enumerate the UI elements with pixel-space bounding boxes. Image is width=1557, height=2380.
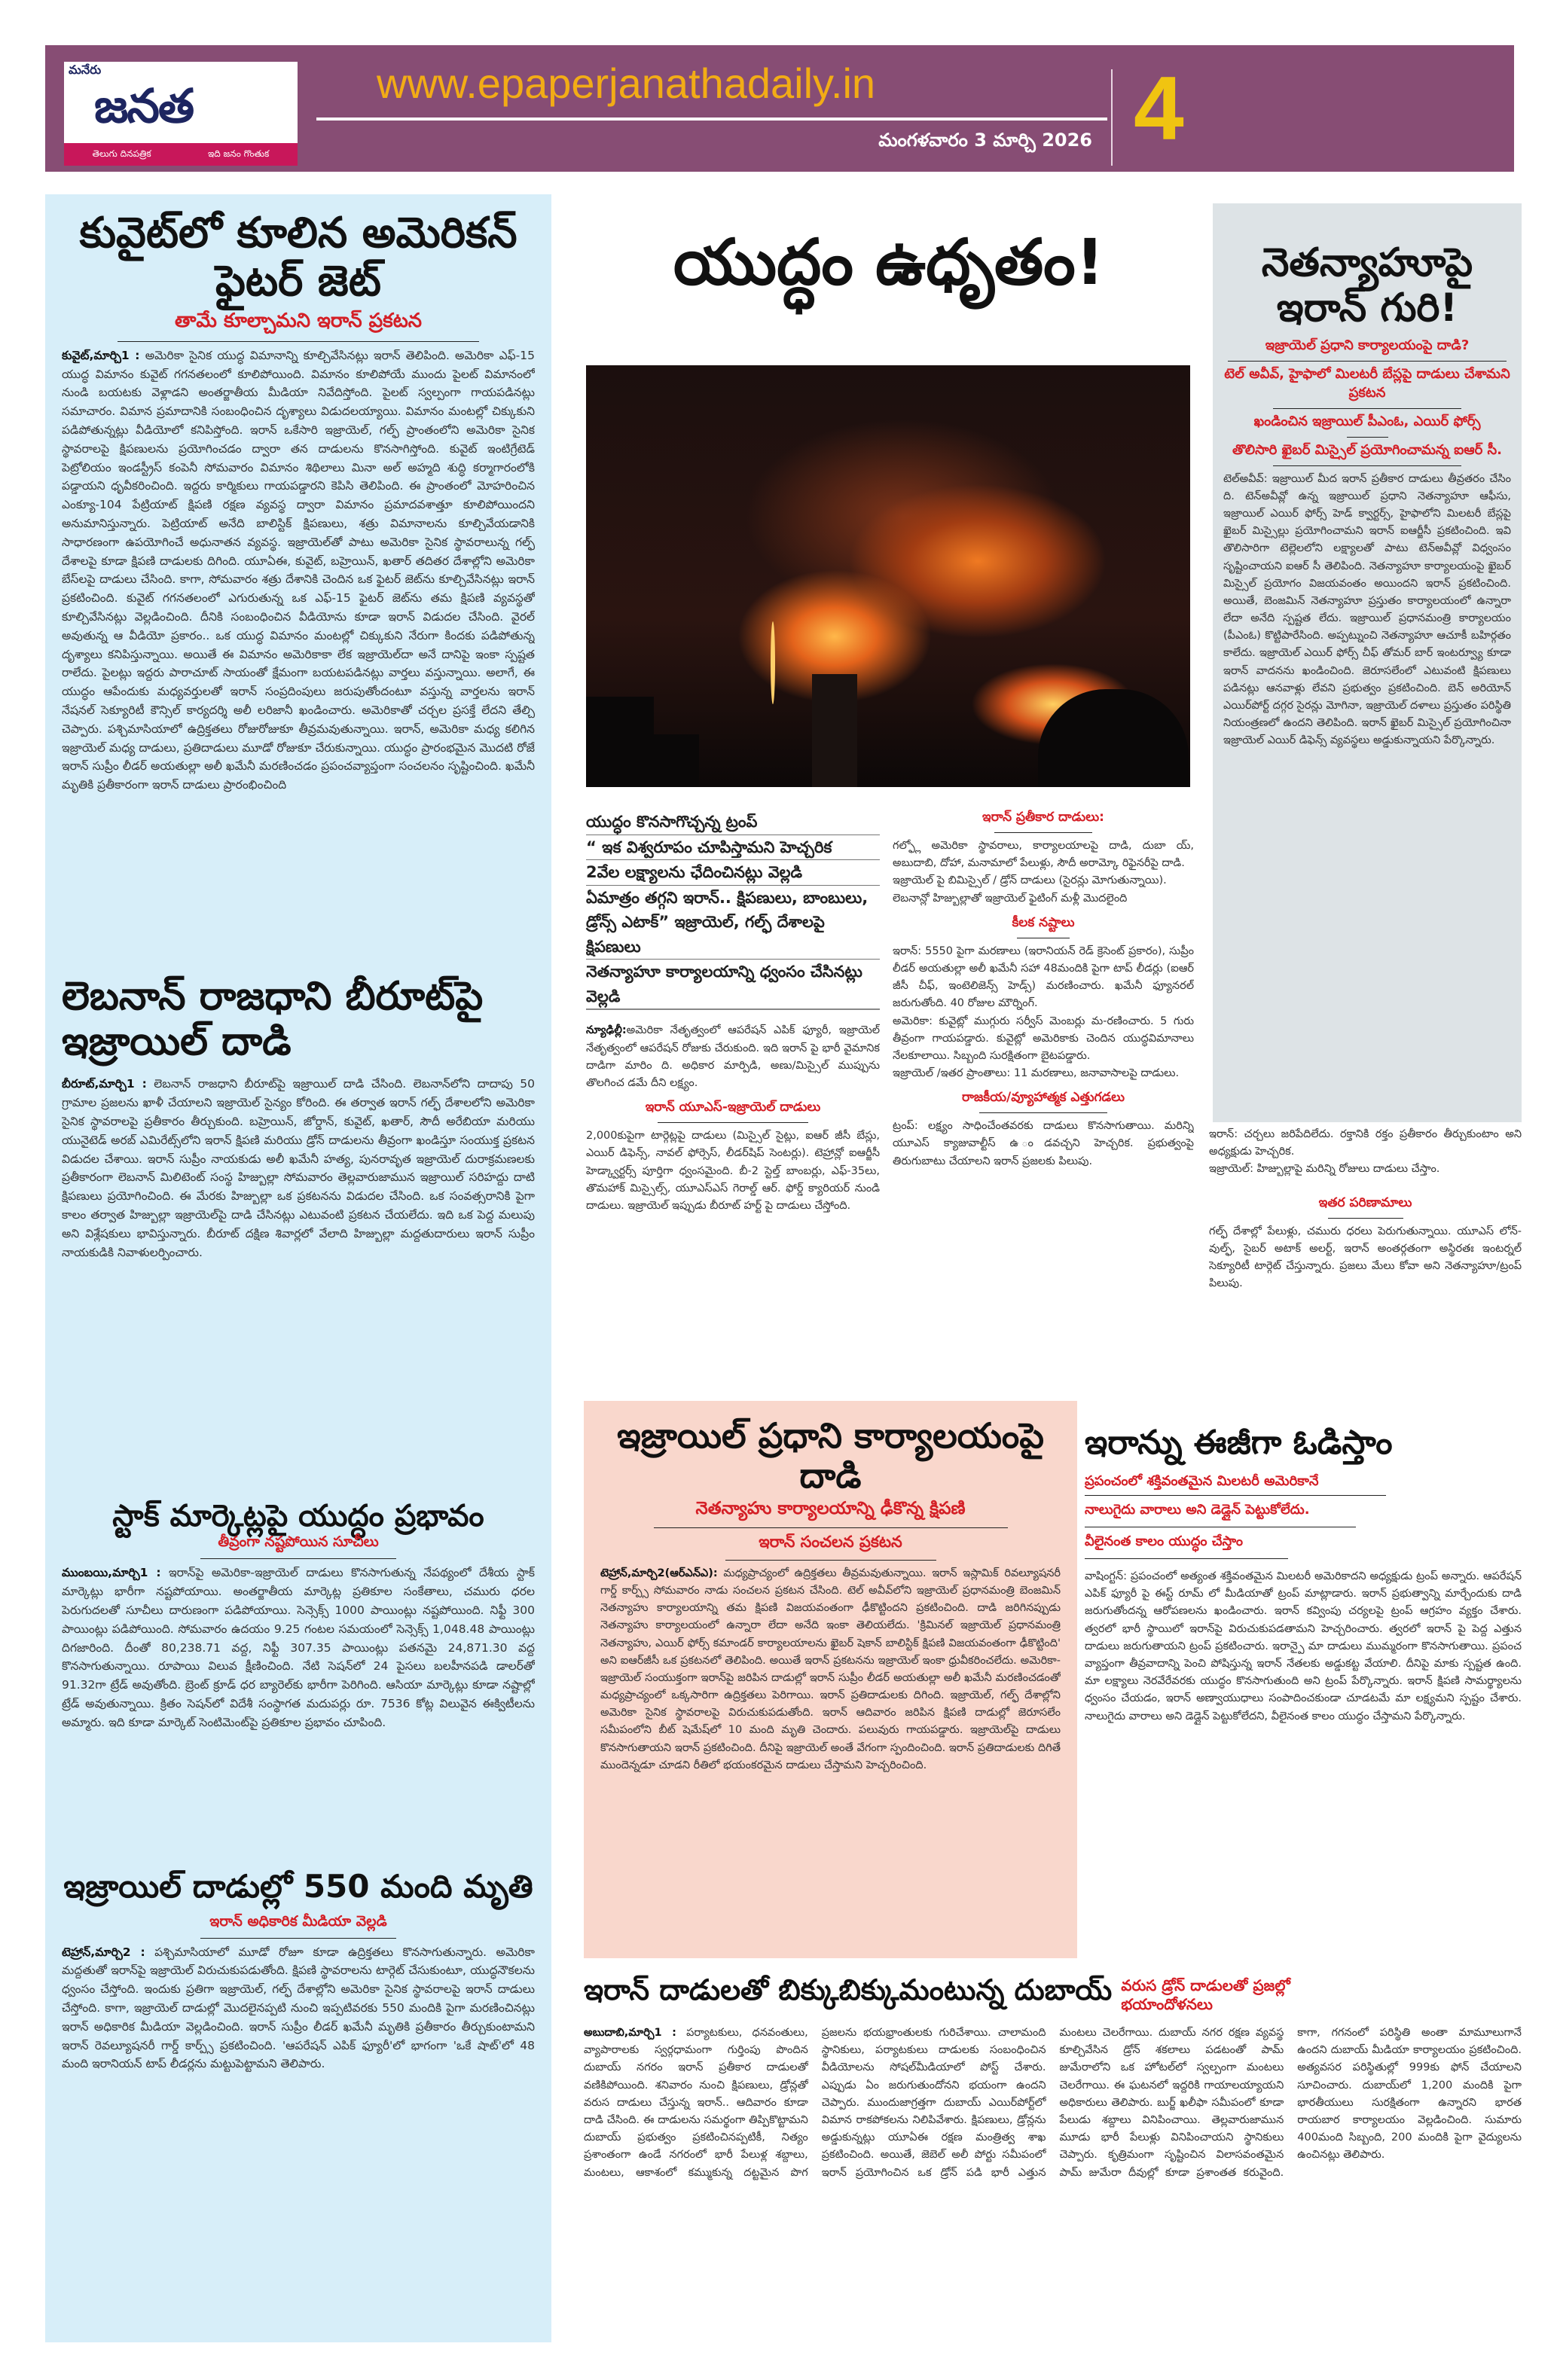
section-title: ఇతర పరిణామాలు — [1318, 1195, 1412, 1210]
subheadline: ప్రపంచంలో శక్తివంతమైన మిలటరీ అమెరికానే — [1085, 1470, 1386, 1496]
section-body: గల్ఫ్ దేశాల్లో పేలుళ్లు, చమురు ధరలు పెరుగుతున్నాయి. యూఎస్ లోన్-వుల్ఫ్, సైబర్ అటాక్ అలర్ట్, ఇరాన్ అంతర్గతంగా అస్థిరతః ఇంటర్నల్ సెక్యూరిటీ టార్గెట్ చేస్తున్నారు. ప్రజలు మేలు కోవా అని నెతన్యాహూ/ట్రంప్ పిలుపు. — [1209, 1225, 1522, 1290]
right-column-netanyahu — [1213, 203, 1522, 1122]
newspaper-logo[interactable] — [64, 62, 298, 166]
left-column — [45, 194, 551, 2342]
logo-prefix: మనేరు — [69, 63, 102, 77]
dateline: కువైట్,మార్చి1 : — [62, 348, 140, 362]
subheadline: ఖండించిన ఇజ్రాయిల్ పీఎంఓ, ఎయిర్ ఫోర్స్ — [1253, 413, 1481, 429]
subheadline: వీలైనంత కాలం యుద్ధం చేస్తాం — [1085, 1527, 1288, 1559]
body-text: పర్యాటకులు, ధనవంతులు, వ్యాపారాలకు స్వర్గధామంగా గుర్తింపు పొందిన దుబాయ్ నగరం ఇరాన్ ప్రతీకార దాడులతో వణికిపోయింది. శనివారం నుంచి క్షిపణులు, డ్రోన్లతో వరుస దాడులు చేస్తున్న ఇరాన్.. ఆదివారం కూడా దాడి చేసింది. ఈ దాడులను సమర్థంగా తిప్పికొట్టామని దుబాయ్ ప్రభుత్వం ప్రకటించినప్పటికీ, నిత్యం ప్రశాంతంగా ఉండే నగరంలో భారీ పేలుళ్ల శబ్దాలు, మంటలు, ఆకాశంలో కమ్ముకున్న దట్టమైన పొగ ప్రజలను భయభ్రాంతులకు గురిచేశాయి. చాలామంది స్థానికులు, పర్యాటకులు దాడులకు సంబంధించిన వీడియోలను సోషల్‌మీడియాలో పోస్ట్ చేశారు. ఎప్పుడు ఏం జరుగుతుందోనని భయంగా ఉందని చెప్పారు. ముందుజాగ్రత్తగా దుబాయ్ ఎయిర్‌పోర్ట్‌లో విమాన రాకపోకలను నిలిపివేశారు. క్షిపణులు, డ్రోన్లను అడ్డుకున్నట్లు యూఏఈ రక్షణ మంత్రిత్వ శాఖ ప్రకటించింది. అయితే, జెబెల్ అలీ పోర్టు సమీపంలో ఇరాన్ ప్రయోగించిన ఒక డ్రోన్ పడి భారీ ఎత్తున మంటలు చెలరేగాయి. దుబాయ్ నగర రక్షణ వ్యవస్థ కూల్చివేసిన డ్రోన్ శకలాలు పడటంతో పామ్ జుమేరాలోని ఒక హోటల్‌లో స్వల్పంగా మంటలు చెలరేగాయి. ఈ ఘటనలో ఇద్దరికి గాయాలయ్యాయని అధికారులు తెలిపారు. బుర్జ్ ఖలీఫా సమీపంలో కూడా పేలుడు శబ్దాలు వినిపించాయి. తెల్లవారుజామున మూడు భారీ పేలుళ్లు వినిపించాయని స్థానికులు చెప్పారు. కృత్రిమంగా సృష్టించిన విలాసవంతమైన పామ్ జుమేరా దీవుల్లో కూడా ప్రశాంతత కరువైంది. కాగా, గగనంలో పరిస్థితి అంతా మామూలుగానే ఉందని దుబాయ్ మీడియా కార్యాలయం ప్రకటించింది. అత్యవసర పరిస్థితుల్లో 999కు ఫోన్ చేయాలని సూచించారు. దుబాయ్‌లో 1,200 మందికి పైగా భారతీయులు సురక్షితంగా ఉన్నారని భారత రాయబార కార్యాలయం వెల్లడించింది. సుమారు 400మంది సిబ్బంది, 200 మందికి పైగా వైద్యులను ఉంచినట్లు తెలిపారు. — [584, 2027, 1522, 2179]
masthead — [45, 45, 1514, 172]
paragraph: ఇజ్రాయెల్ /ఇతర ప్రాంతాలు: 11 మరణాలు, జనావాసాలపై దాడులు. — [893, 1067, 1180, 1080]
logo-tagline-left: తెలుగు దినపత్రిక — [92, 148, 151, 159]
issue-date: మంగళవారం 3 మార్చి 2026 — [878, 130, 1092, 151]
website-url[interactable]: www.epaperjanathadaily.in — [377, 60, 876, 107]
masthead-divider — [316, 117, 1107, 121]
headline: కువైట్‌లో కూలిన అమెరికన్ ఫైటర్ జెట్ — [79, 209, 517, 307]
section-body — [893, 838, 1194, 908]
headline: ఇరాన్ దాడులతో బిక్కుబిక్కుమంటున్న దుబాయ్ — [584, 1973, 1113, 2006]
body-text: పశ్చిమాసియాలో మూడో రోజూ కూడా ఉద్రిక్తతలు కొనసాగుతున్నారు. అమెరికా మద్దతుతో ఇరాన్‌పై ఇజ్రాయెల్ విరుచుకుపడుతోంది. క్షిపణి స్థావరాలను టార్గెట్ చేసుకుంటూ, యుద్ధనౌకలను ధ్వంసం చేస్తోంది. ఇందుకు ప్రతిగా ఇజ్రాయెల్, గల్ఫ్ దేశాల్లోని అమెరికా సైనిక స్థావరాలపై ఇరాన్ దాడులు చేస్తోంది. కాగా, ఇజ్రాయెల్ దాడుల్లో మొదలైనప్పటి నుంచి ఇప్పటివరకు 550 మందికి పైగా మరణించినట్లు ఇరాన్ అధికారిక మీడియా వెల్లడించింది. ఇరాన్ సుప్రీం లీడర్ ఖమేనీ మృతికి ప్రతీకారం తీర్చుకుంటామని ఇరాన్ రెవల్యూషనరీ గార్డ్ కార్ప్స్ ప్రకటించింది. 'ఆపరేషన్ ఎపిక్ ఫ్యూరీ'లో భాగంగా 'ఒకే షాట్‌'లో 48 మంది ఇరానియన్ టాప్ లీడర్లను మట్టుపెట్టామని తెలిపారు. — [62, 1945, 535, 2071]
section-body: ఇరాన్: చర్చలు జరిపేదిలేదు. రక్తానికి రక్తం ప్రతీకారం తీర్చుకుంటాం అని అధ్యక్షుడు హెచ్చరిక. — [1209, 1128, 1522, 1158]
subheadline: నాలుగైదు వారాలు అని డెడ్లైన్ పెట్టుకోలేదు. — [1085, 1496, 1356, 1527]
paragraph: లెబనాన్లో హిజ్బుల్లాతో ఇజ్రాయెల్ ఫైటింగ్ మళ్లీ మొదలైంది — [893, 892, 1128, 905]
body-text: ఇరాన్‌పై అమెరికా-ఇజ్రాయెల్ దాడులు కొనసాగుతున్న నేపథ్యంలో దేశీయ స్టాక్ మార్కెట్లు భారీగా నష్టపోయాయి. అంతర్జాతీయ మార్కెట్ల ప్రతికూల సంకేతాలు, చమురు ధరల పెరుగుదలతో సూచీలు దారుణంగా పడిపోయాయి. సెన్సెక్స్ 1000 పాయింట్లు నష్టపోయింది. నిఫ్టీ 300 పాయింట్లు పడిపోయింది. సోమవారం ఉదయం 9.25 గంటల సమయంలో సెన్సెక్స్ 1,048.48 పాయింట్లు దిగజారింది. దీంతో 80,238.71 వద్ద, నిఫ్టీ 307.35 పాయింట్లు పతనమై 24,871.30 వద్ద కొనసాగుతున్నాయి. రూపాయి విలువ క్షీణించింది. నేటి సెషన్‌లో 24 పైసలు బలహీనపడి డాలర్‌తో 91.32గా ట్రేడ్ అవుతోంది. బ్రెంట్ క్రూడ్ ధర బ్యారెల్‌కు భారీగా పెరిగింది. ఆసియా మార్కెట్లు కూడా నష్టాల్లో ట్రేడ్ అవుతున్నాయి. క్రితం సెషన్‌లో విదేశీ సంస్థాగత మదుపర్లు రూ. 7536 కోట్ల విలువైన ఈక్విటీలను అమ్మారు. ఇది కూడా మార్కెట్ సెంటిమెంట్‌పై ప్రతికూల ప్రభావం చూపింది. — [62, 1566, 535, 1729]
article-body — [62, 1943, 535, 2199]
headline: స్టాక్ మార్కెట్లపై యుద్ధం ప్రభావం — [112, 1499, 484, 1534]
section-title: కీలక నష్టాలు — [1012, 914, 1075, 930]
logo-tagline-right: ఇది జనం గొంతుక — [207, 148, 270, 159]
war-fire-photo[interactable] — [586, 365, 1190, 787]
subheadline: నెతన్యాహు కార్యాలయాన్ని ఢీకొన్న క్షిపణి — [695, 1498, 966, 1518]
article-body — [600, 1565, 1061, 1919]
paragraph: ఇరాన్: 5550 పైగా మరణాలు (ఇరానియన్ రెడ్ క్రెసెంట్ ప్రకారం), సుప్రీం లీడర్ అయతుల్లా అలీ ఖమేనీ సహా 48మందికి పైగా టాప్ లీడర్లు (ఐఆర్ జీసీ చీఫ్, ఇంటెలిజెన్స్ హెడ్స్) మరణించారు. ఖమేనీ ఫ్యూనరల్ జరుగుతోంది. 40 రోజుల మౌర్నింగ్. — [893, 944, 1194, 1010]
dateline: న్యూఢిల్లీ: — [586, 1024, 627, 1037]
body-text: లెబనాన్ రాజధాని బీరూట్‌పై ఇజ్రాయిల్ దాడి చేసింది. లెబనాన్‌లోని దాదాపు 50 గ్రామాల ప్రజలను ఖాళీ చేయాలని ఇజ్రాయెల్ సైన్యం కోరింది. ఈ తర్వాత ఇరాన్ గల్ఫ్ దేశాలలోని అమెరికా సైనిక స్థావరాలపై ప్రతీకారం తీర్చుకుంది. బహ్రెయిన్, జోర్డాన్, కువైట్, ఖతార్, సౌదీ అరేబియా మరియు యునైటెడ్ అరబ్ ఎమిరేట్స్‌లోని ఇరాన్ క్షిపణి మరియు డ్రోన్ దాడులను తీవ్రంగా ఖండిస్తూ సంయుక్త ప్రకటన విడుదల చేశాయి. ఇరాన్ సుప్రీం నాయకుడు అలీ ఖమేనీ హత్య, పునరావృత ఇజ్రాయెల్ దురాక్రమణలకు ప్రతీకారంగా లెబనాన్ మిలిటెంట్ సంస్థ హిజ్బుల్లా సోమవారం తెల్లవారుజామున ఇజ్రాయిల్ సరిహద్దు దాటి క్షిపణులు ప్రయోగించింది. ఈ మేరకు హిజ్బుల్లా ఒక ప్రకటనను విడుదల చేసింది. ఒక సంవత్సరానికి పైగా కాలం తర్వాత హిజ్బుల్లా ఇజ్రాయెల్‌పై దాడి చేసినట్లు ఎటువంటి ప్రకటన చేయలేదు. ఇది ఒక పెద్ద మలుపు అని విశ్లేషకులు భావిస్తున్నారు. బీరూట్ దక్షిణ శివార్లలో వేలాది హిజ్బుల్లా మద్దతుదారులు ఇరాన్ సుప్రీం నాయకుడికి నివాళులర్పించారు. — [62, 1077, 535, 1259]
highlight-item: యుద్ధం కొనసాగొచ్చన్న ట్రంప్ — [586, 813, 758, 831]
paragraph: గల్ఫ్లో అమెరికా స్థావరాలు, కార్యాలయాలపై దాడి, దుబా య్, అబుదాబి, దోహా, మనామాలో పేలుళ్లు, సౌదీ అరామ్కో రిఫైనరీపై దాడి. — [893, 840, 1194, 870]
page-number: 4 — [1134, 58, 1184, 159]
side-subheadline: వరుస డ్రోన్ దాడులతో ప్రజల్లో భయాందోళనలు — [1121, 1976, 1290, 2013]
subheadline: ఇరాన్ సంచలన ప్రకటన — [759, 1532, 902, 1551]
body-text: అమెరికా నేతృత్వంలో ఆపరేషన్ ఎపిక్ ఫ్యూరీ, ఇజ్రాయెల్ నేతృత్వంలో ఆపరేషన్ రోజుకు చేరుకుంది. ఇది ఇరాన్ పై భారీ వైమానిక దాడిగా మారిం ది. అధికార మార్పిడి, అణు/మిస్సైల్ ముప్పును తొలగించ డమే దీని లక్ష్యం. — [586, 1024, 880, 1089]
section-body — [893, 943, 1194, 1083]
headline: ఇరాన్ను ఈజీగా ఓడిస్తాం — [1085, 1423, 1393, 1462]
paragraph: ఇజ్రాయెల్ పై బిమిస్సైల్ / డ్రోన్ దాడులు (సైరన్లు మోగుతున్నాయి). — [893, 874, 1167, 887]
logo-name: జనత — [94, 78, 194, 133]
center-continuation — [1209, 1126, 1522, 1292]
logo-tagline-band — [64, 143, 298, 166]
section-title: ఇరాన్ యూఎస్-ఇజ్రాయెల్ దాడులు — [645, 1100, 821, 1115]
highlight-item: 2వేల లక్ష్యాలను ఛేదించినట్లు వెల్లడి — [586, 859, 880, 885]
dateline: ముంబయి,మార్చి1 : — [62, 1566, 161, 1580]
article-body — [62, 1075, 535, 1493]
dateline: టెహ్రాన్,మార్చి2(ఆర్ఎన్ఎ): — [600, 1567, 718, 1579]
headline: నెతన్యాహూపై ఇరాన్ గురి! — [1261, 240, 1473, 331]
article-body — [62, 1564, 535, 1861]
subheadline: ఇరాన్ అధికారిక మీడియా వెల్లడి — [209, 1912, 387, 1930]
subheadline: టెల్ అవీవ్, హైఫాలో మిలటరీ బేస్లపై దాడులు చేశామని ప్రకటన — [1224, 365, 1510, 401]
subheadline: ఇజ్రాయెల్ ప్రధాని కార్యాలయంపై దాడి? — [1265, 337, 1470, 353]
article-beirut-attack — [45, 964, 551, 1494]
headline: ఇజ్రాయిల్ దాడుల్లో 550 మంది మృతి — [63, 1868, 533, 1906]
dateline: టెహ్రాన్,మార్చి2 : — [62, 1945, 145, 1959]
body-text: అమెరికా సైనిక యుద్ధ విమానాన్ని కూల్చివేసినట్లు ఇరాన్ తెలిపింది. అమెరికా ఎఫ్-15 యుద్ధ విమానం కువైట్ గగనతలంలో కూలిపోయింది. విమానం కూలిపోయే ముందు పైలట్ విమానంలో నుండి బయటకు వెళ్లాడని అంతర్జాతీయ మీడియా నివేదిస్తోంది. పైలట్ స్వల్పంగా గాయపడినట్లు సమాచారం. విమాన ప్రమాదానికి సంబంధించిన దృశ్యాలు విడుదలయ్యాయి. విమానం మంటల్లో చిక్కుకుని పడిపోతున్నట్లు వీడియోలో కనిపిస్తోంది. ఇరాన్ ఒకేసారి ఇజ్రాయెల్, గల్ఫ్ ప్రాంతంలోని అమెరికా సైనిక స్థావరాలపై క్షిపణులను ప్రయోగించడం ద్వారా తన దాడులను కొనసాగిస్తోంది. కువైట్ ఇంటిగ్రేటెడ్ పెట్రోలియం ఇండస్ట్రీస్ కంపెనీ సోమవారం విమానం శిథిలాలు మినా అల్ అహ్మది శుద్ధి కర్మాగారంలోకి పడ్డాయని ధృవీకరించింది. ఇద్దరు కార్మికులు గాయపడ్డారని కెపిసి తెలిపింది. ఈ ప్రాంతంలో మోహరించిన ఎంక్యూ-104 పేట్రియాట్ క్షిపణి రక్షణ వ్యవస్థ ద్వారా విమానం ప్రమాదవశాత్తూ కూలిపోయిందని అనుమానిస్తున్నారు. పెట్రియాట్ అనేది బాలిస్టిక్ క్షిపణులు, శత్రు విమానాలను కూల్చివేయడానికి సాధారణంగా ఉపయోగించే అధునాతన వ్యవస్థ. ఇజ్రాయెల్‌తో పాటు అమెరికా సైనిక స్థావరాలున్న గల్ఫ్ దేశాలపై కూడా క్షిపణి దాడులకు దిగింది. యూఏఈ, కువైట్, బహ్రెయిన్, ఖతార్ తదితర దేశాల్లోని అమెరికా బేస్‌లపై దాడులు చేసింది. కాగా, సోమవారం శత్రు దేశానికి చెందిన ఒక ఫైటర్ జెట్‌ను కూల్చివేసినట్లు ఇరాన్ ప్రకటించింది. కువైట్ గగనతలంలో ఎగురుతున్న ఒక ఎఫ్-15 ఫైటర్ జెట్‌ను తమ క్షిపణి వ్యవస్థతో కూల్చివేసినట్లు వెల్లడించింది. దీనికి సంబంధించిన వీడియోను కూడా ఇరాన్ విడుదల చేసింది. వైరల్ అవుతున్న ఆ వీడియో ప్రకారం.. ఒక యుద్ధ విమానం మంటల్లో చిక్కుకుని నేరుగా కిందకు పడిపోతున్న దృశ్యాలు కనిపిస్తున్నాయి. అయితే ఈ విమానం అమెరికాకా లేక ఇజ్రాయెల్‌దా అనే దానిపై ఇంకా స్పష్టత రాలేదు. పైలట్లు ఇద్దరు పారాచూట్ సాయంతో క్షేమంగా బయటపడినట్లు వార్తలు వస్తున్నాయి. అలాగే, ఈ యుద్ధం ఆపేందుకు మధ్యవర్తులతో ఇరాన్ సంప్రదింపులు జరుపుతోందంటూ వస్తున్న వార్తలను ఇరాన్ నేషనల్ సెక్యూరిటీ కౌన్సిల్ కార్యదర్శి అలీ లరిజానీ ఖండించారు. అమెరికాతో చర్చల ప్రసక్తే లేదని తేల్చి చెప్పారు. పశ్చిమాసియాలో ఉద్రిక్తతలు రోజురోజుకూ తీవ్రమవుతున్నాయి. ఇరాన్, అమెరికా మధ్య కలిగిన ఇజ్రాయెల్ మధ్య దాడులు, ప్రతిదాడులు మూడో రోజుకూ చేరుకున్నాయి. యుద్ధం ప్రారంభమైన మొదటి రోజే ఇరాన్ సుప్రీం లీడర్ అయతుల్లా అలీ ఖమేనీ మరణించడం ప్రపంచవ్యాప్తంగా సంచలనం సృష్టించింది. ఖమేనీ మృతికి ప్రతీకారంగా ఇరాన్ దాడులు ప్రారంభించింది — [62, 348, 535, 792]
subheadline: తీవ్రంగా నష్టపోయిన సూచీలు — [218, 1533, 379, 1551]
article-body: వాషింగ్టన్: ప్రపంచంలో అత్యంత శక్తివంతమైన మిలటరీ అమెరికాదని అధ్యక్షుడు ట్రంప్ అన్నారు. ఆపరేషన్ ఎపిక్ ఫ్యూరీ పై ఈస్ట్ రూమ్ లో మీడియాతో ట్రంప్ మాట్లాడారు. ఇరాన్ ప్రభుత్వాన్ని మార్చేందుకు దాడి జరుగుతోందన్న ఆరోపణలను ఖండించారు. ఇరాన్ కవ్వింపు చర్యలపై ట్రంప్ ఆగ్రహం వ్యక్తం చేశారు. త్వరలో భారీ స్థాయిలో ఇరాన్‌పై విరుచుకుపడతామని హెచ్చరించారు. త్వరలో ఇరాన్ పై పెద్ద ఎత్తున దాడులు జరుగుతాయని ట్రంప్ ప్రకటించారు. ఇరాన్పై మా దాడులు ముమ్మరంగా కొనసాగుతాయి. ప్రపంచ వ్యాప్తంగా తీవ్రవాదాన్ని పెంచి పోషిస్తున్న ఇరాన్ నేతలకు అడ్డుకట్ట వేయాలి. దీనిపై మాకు స్పష్టత ఉంది. మా లక్ష్యాలు నెరవేరేవరకు యుద్ధం కొనసాగుతుంది అని ట్రంప్ పేర్కొన్నారు. ఇరాన్ క్షిపణి సామర్థ్యాలను ధ్వంసం చేయడం, ఇరాన్ అణ్వాయుధాలు సంపాదించకుండా చూడటమే మా లక్ష్యమని స్పష్టం చేశారు. నాలుగైదు వారాలు అని డెడ్లైన్ పెట్టుకోలేదని, వీలైనంత కాలం యుద్ధం చేస్తామని పేర్కొన్నారు. — [1085, 1570, 1522, 1722]
dateline: అబుదాబి,మార్చి1 : — [584, 2027, 676, 2039]
highlights-list — [586, 810, 880, 1215]
article-dubai — [584, 1973, 1522, 2341]
article-550-deaths — [45, 1861, 551, 2198]
highlight-item: ఏమాత్రం తగ్గని ఇరాన్.. క్షిపణులు, బాంబులు, డ్రోన్స్ ఎటాక్” ఇజ్రాయెల్, గల్ఫ్ దేశాలపై క్షిపణులు — [586, 885, 880, 960]
article-body — [584, 2025, 1522, 2341]
article-kuwait-jet — [45, 194, 551, 964]
article-pm-office-attack — [584, 1401, 1077, 1958]
dateline: బీరూట్,మార్చి1 : — [62, 1077, 147, 1091]
section-body: 2,000కుపైగా టార్గెట్లపై దాడులు (మిస్సైల్ సైట్లు, ఐఆర్ జీసీ బేస్లు, ఎయిర్ డిఫెన్స్, నావల్ ఫోర్సెస్, లీడర్‌షిప్ సెంటర్లు). టెహ్రాన్లో ఐఆర్జీసీ హెడ్క్వార్టర్స్ పూర్తిగా ధ్వంసమైంది. బీ-2 స్టెల్త్ బాంబర్లు, ఎఫ్-35లు, తొమహాక్ మిస్సైల్స్, యూఎస్ఎస్ గెరాల్డ్ ఆర్. ఫోర్డ్ క్యారియర్ నుండి దాడులు. ఇజ్రాయెల్ ఇప్పుడు బీరూట్ హర్ట్ పై దాడులు చేస్తోంది. — [586, 1130, 880, 1212]
paragraph: అమెరికా: కువైట్లో ముగ్గురు సర్వీస్ మెంబర్లు మ-రణించారు. 5 గురు తీవ్రంగా గాయపడ్డారు. కువైట్లో అమెరికాకు చెందిన యుద్ధవిమానాలు నేలకూలాయి. సిబ్బంది సురక్షితంగా బైటపడ్డారు. — [893, 1015, 1194, 1062]
masthead-vertical-divider — [1111, 69, 1113, 166]
main-headline: యుద్ధం ఉధృతం! — [673, 225, 1105, 299]
article-body: టెల్‌అవీవ్: ఇజ్రాయిల్ మీద ఇరాన్ ప్రతీకార దాడులు తీవ్రతరం చేసిం ది. టెన్‌అవీవ్లో ఉన్న ఇజ్రాయిల్ ప్రధాని నెతన్యాహూ ఆఫీసు, ఇజ్రాయిల్ ఎయిర్ ఫోర్స్ హెడ్ క్వార్టర్స్, హైఫాలోని మిలటరీ బేస్లపై ఖైబర్ మిస్సైల్లు ప్రయోగించామని ఇరాన్ ఐఆర్జీసీ ప్రకటించింది. ఇవి తొలిసారిగా టెల్లెలలోని లక్ష్యాలతో పాటు టెన్‌అవీవ్లో విధ్వంసం సృష్టించాయని ఐఆర్ సీ తెలిపింది. నెతన్యాహూ కార్యాలయంపై ఖైబర్ మిస్సైల్ ప్రయోగం విజయవంతం అయిందని ఇరాన్ ప్రకటించింది. అయితే, బెంజమిన్ నెతన్యాహూ ప్రస్తుతం కార్యాలయంలో ఉన్నారా లేదా అనేది స్పష్టత లేదు. ఇజ్రాయిల్ ప్రధానమంత్రి కార్యాలయం (పీఎంఓ) కొట్టిపారేసింది. అప్పట్నుంచి నెతన్యాహూ ఆచూకీ బహిర్గతం కాలేదు. ఇజ్రాయెల్ ఎయిర్ ఫోర్స్ చీఫ్ తోమర్ బార్ ఇంటర్వ్యూ కూడా ఇరాన్ వాదనను ఖండించింది. జెరూసలేంలో ఎటువంటి క్షిపణులు పడినట్లు ఆనవాళ్లు లేవని ప్రభుత్వం ప్రకటించింది. బెన్ అరియోన్ ఎయిర్‌పోర్ట్ దగ్గర సైరన్లు మోగినా, ఇజ్రాయెల్ దళాలు ప్రస్తుతం పరిస్థితి నియంత్రణలో ఉందని తెలిపింది. ఇరాన్ ఖైబర్ మిస్సైల్ ప్రయోగించినా ఇజ్రాయెల్ ఎయిర్ డిఫెన్స్ వ్యవస్థలు అడ్డుకున్నాయని పేర్కొన్నారు. — [1223, 472, 1511, 747]
section-body: ట్రంప్: లక్ష్యం సాధించేంతవరకు దాడులు కొనసాగుతాయి. మరిన్ని యూఎస్ క్యాజువాల్టీస్ ఉ ండవచ్చని హెచ్చరిక. ప్రభుత్వంపై తిరుగుబాటు చేయాలని ఇరాన్ ప్రజలకు పిలుపు. — [893, 1120, 1194, 1167]
center-right-subcolumn — [893, 810, 1194, 1170]
subheadline: తామే కూల్చామని ఇరాన్ ప్రకటన — [174, 309, 423, 332]
highlight-item: నెతన్యాహూ కార్యాలయాన్ని ధ్వంసం చేసినట్లు వెల్లడి — [586, 959, 880, 1010]
body-text: మధ్యప్రాచ్యంలో ఉద్రిక్తతలు తీవ్రమవుతున్నాయి. ఇరాన్ ఇస్లామిక్ రివల్యూషనరీ గార్డ్ కార్ప్స్ సోమవారం నాడు సంచలన ప్రకటన చేసింది. టెల్ అవీవ్‌లోని ఇజ్రాయెల్ ప్రధానమంత్రి బెంజమిన్ నెతన్యాహు కార్యాలయాన్ని తమ క్షిపణి విజయవంతంగా ఢీకొట్టిందని ప్రకటించింది. దాడి జరిగినప్పుడు నెతన్యాహు కార్యాలయంలో ఉన్నారా లేదా అనేది ఇంకా తెలియలేదు. 'క్రిమినల్ ఇజ్రాయెల్ ప్రధానమంత్రి నెతన్యాహు, ఎయిర్ ఫోర్స్ కమాండర్ కార్యాలయాలను ఖైబర్ షెకాన్ బాలిస్టిక్ క్షిపణి విజయవంతంగా ఢీకొట్టింది' అని ఐఆర్‌జీసీ ఒక ప్రకటనలో తెలిపింది. అయితే ఇరాన్ ప్రకటనను ఇజ్రాయెల్ ఇంకా ధ్రువీకరించలేదు. అమెరికా-ఇజ్రాయెల్ సంయుక్తంగా ఇరాన్‌పై జరిపిన దాడుల్లో ఇరాన్ సుప్రీం లీడర్ అయతుల్లా అలీ ఖమేనీ మరణించడంతో మధ్యప్రాచ్యంలో ఒక్కసారిగా ఉద్రిక్తతలు పెరిగాయి. ఇరాన్ ప్రతిదాడులకు దిగింది. ఇజ్రాయెల్, గల్ఫ్ దేశాల్లోని అమెరికా సైనిక స్థావరాలపై విరుచుకుపడుతోంది. ఇరాన్ ఆదివారం జరిపిన క్షిపణి దాడుల్లో జెరూసలేం సమీపంలోని బీట్ షెమేష్‌లో 10 మంది మృతి చెందారు. పలువురు గాయపడ్డారు. ఇజ్రాయెల్‌పై దాడులు కొనసాగుతాయని ఇరాన్ ప్రకటించింది. దీనిపై ఇజ్రాయెల్ అంతే వేగంగా స్పందించింది. ఇరాన్ ప్రతిదాడులకు దిగితే ముందెన్నడూ చూడని రీతిలో భయంకరమైన దాడులు చేస్తామని హెచ్చరించింది. — [600, 1567, 1061, 1771]
article-body — [62, 346, 535, 964]
subheadline: తొలిసారి ఖైబర్ మిస్సైల్ ప్రయోగించామన్న ఐఆర్ సీ. — [1232, 441, 1503, 458]
article-defeat-iran — [1085, 1423, 1522, 1922]
section-body: ఇజ్రాయెల్: హిజ్బుల్లాపై మరిన్ని రోజులు దాడులు చేస్తాం. — [1209, 1163, 1440, 1176]
headline: లెబనాన్ రాజధాని బీరూట్‌పై ఇజ్రాయిల్ దాడి — [62, 973, 484, 1064]
intro-body — [586, 1022, 880, 1092]
article-stock-market — [45, 1493, 551, 1861]
section-title: రాజకీయ/వ్యూహాత్మక ఎత్తుగడలు — [961, 1090, 1125, 1106]
headline: ఇజ్రాయిల్ ప్రధాని కార్యాలయంపై దాడి — [617, 1415, 1044, 1496]
section-title: ఇరాన్ ప్రతీకార దాడులు: — [982, 810, 1104, 825]
highlight-item: “ ఇక విశ్వరూపం చూపిస్తామని హెచ్చరిక — [586, 835, 880, 860]
